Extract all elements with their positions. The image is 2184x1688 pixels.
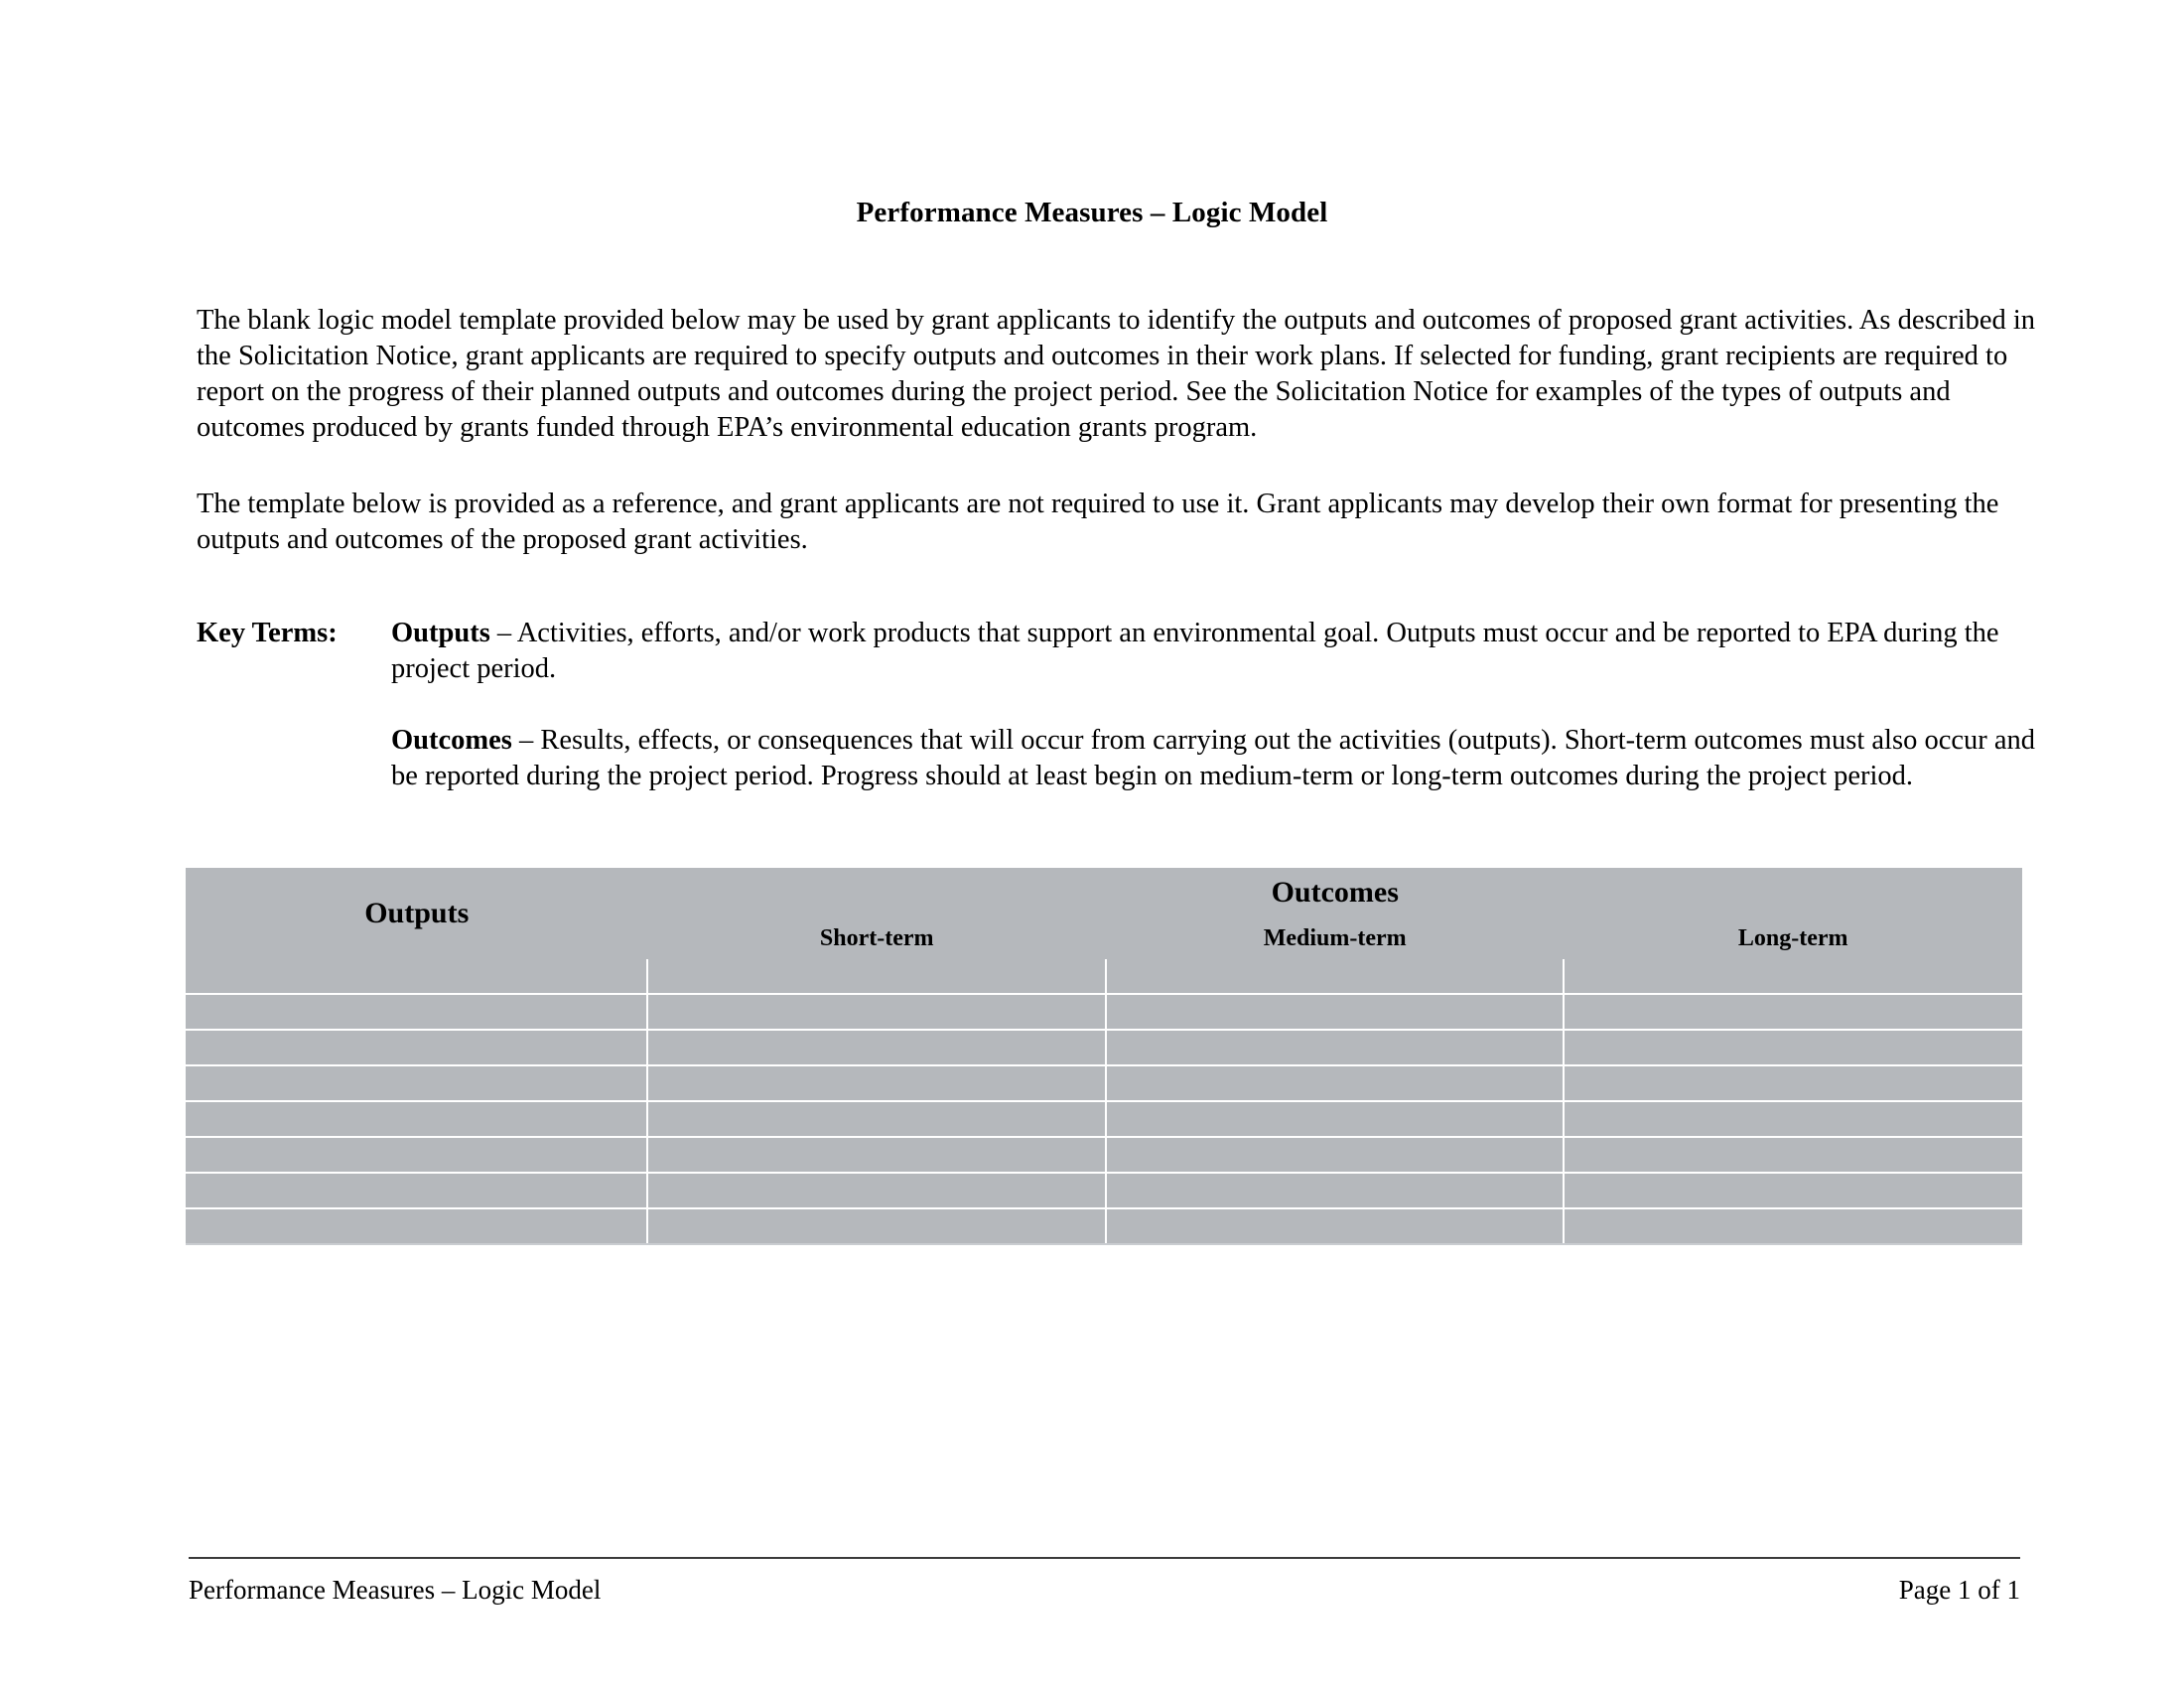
- definition-outputs-term: Outputs: [391, 618, 490, 648]
- table-cell[interactable]: [647, 1173, 1105, 1208]
- table-header-row-main: [186, 868, 2022, 917]
- definition-outputs: [391, 616, 2043, 687]
- table-row: [186, 994, 2022, 1030]
- table-cell[interactable]: [186, 1173, 647, 1208]
- column-header-outcomes: Outcomes: [647, 868, 2022, 917]
- page-footer: [189, 1573, 2020, 1607]
- reference-paragraph: The template below is provided as a reference, and grant applicants are not required to use it. Grant applicants may develop their own format for presenting the outputs and outcomes of the proposed grant activities.: [197, 489, 1999, 555]
- footer-left-text: Performance Measures – Logic Model: [189, 1575, 602, 1605]
- table-cell[interactable]: [1106, 1173, 1564, 1208]
- table-cell[interactable]: [647, 1030, 1105, 1065]
- column-header-outputs: Outputs: [186, 868, 647, 959]
- column-header-long-term: Long-term: [1564, 917, 2022, 959]
- table-cell[interactable]: [1564, 994, 2022, 1030]
- intro-paragraph: The blank logic model template provided below may be used by grant applicants to identify the outputs and outcomes of proposed grant activities. As described in the Solicitation Notice, grant applicants are required to specify outputs and outcomes in their work plans. If selected for funding, grant recipients are required to report on the progress of their planned outputs and outcomes during the project period. See the Solicitation Notice for examples of the types of outputs and outcomes produced by grants funded through EPA’s environmental education grants program.: [197, 305, 2036, 443]
- definition-outputs-text: – Activities, efforts, and/or work products that support an environmental goal. Outputs must occur and be reported to EPA during the project period.: [391, 618, 1999, 684]
- footer-divider: [189, 1557, 2020, 1559]
- table-cell[interactable]: [186, 1101, 647, 1137]
- table-cell[interactable]: [1106, 1208, 1564, 1244]
- definition-outcomes-text: – Results, effects, or consequences that will occur from carrying out the activities (outputs). Short-term outcomes must also occur and be reported during the project period. Progress should at least begin on medium-term or long-term outcomes during the project period.: [391, 725, 2036, 791]
- table-cell[interactable]: [1106, 1137, 1564, 1173]
- key-terms-section: [197, 616, 2043, 794]
- table-cell[interactable]: [1564, 1137, 2022, 1173]
- key-terms-definitions: [391, 616, 2043, 794]
- table-cell[interactable]: [186, 1208, 647, 1244]
- table-cell[interactable]: [647, 994, 1105, 1030]
- table-cell[interactable]: [1106, 1030, 1564, 1065]
- table-cell[interactable]: [1106, 1065, 1564, 1101]
- logic-model-table: [186, 868, 2022, 1245]
- table-cell[interactable]: [1564, 959, 2022, 994]
- definition-outcomes: [391, 723, 2043, 794]
- table-cell[interactable]: [1564, 1065, 2022, 1101]
- table-cell[interactable]: [647, 1065, 1105, 1101]
- table-row: [186, 1173, 2022, 1208]
- definition-outcomes-term: Outcomes: [391, 725, 512, 756]
- key-terms-label: Key Terms:: [197, 618, 338, 648]
- table-row: [186, 1208, 2022, 1244]
- table-row: [186, 1065, 2022, 1101]
- table-cell[interactable]: [1564, 1030, 2022, 1065]
- table-head: [186, 868, 2022, 959]
- table-row: [186, 1137, 2022, 1173]
- table-cell[interactable]: [647, 1208, 1105, 1244]
- table-cell[interactable]: [186, 1030, 647, 1065]
- table-cell[interactable]: [1106, 959, 1564, 994]
- table-cell[interactable]: [186, 1065, 647, 1101]
- table-cell[interactable]: [647, 1137, 1105, 1173]
- table-cell[interactable]: [647, 959, 1105, 994]
- column-header-short-term: Short-term: [647, 917, 1105, 959]
- footer-page-number: Page 1 of 1: [1898, 1575, 2020, 1605]
- page-title: Performance Measures – Logic Model: [856, 197, 1328, 228]
- column-header-medium-term: Medium-term: [1106, 917, 1564, 959]
- table-row: [186, 1101, 2022, 1137]
- table-row: [186, 1030, 2022, 1065]
- table-cell[interactable]: [1564, 1173, 2022, 1208]
- table-cell[interactable]: [186, 1137, 647, 1173]
- table-cell[interactable]: [647, 1101, 1105, 1137]
- table-cell[interactable]: [1106, 1101, 1564, 1137]
- table-cell[interactable]: [1564, 1208, 2022, 1244]
- table-row: [186, 959, 2022, 994]
- table-cell[interactable]: [186, 959, 647, 994]
- table-cell[interactable]: [1106, 994, 1564, 1030]
- table-body: [186, 959, 2022, 1244]
- table-cell[interactable]: [1564, 1101, 2022, 1137]
- table-cell[interactable]: [186, 994, 647, 1030]
